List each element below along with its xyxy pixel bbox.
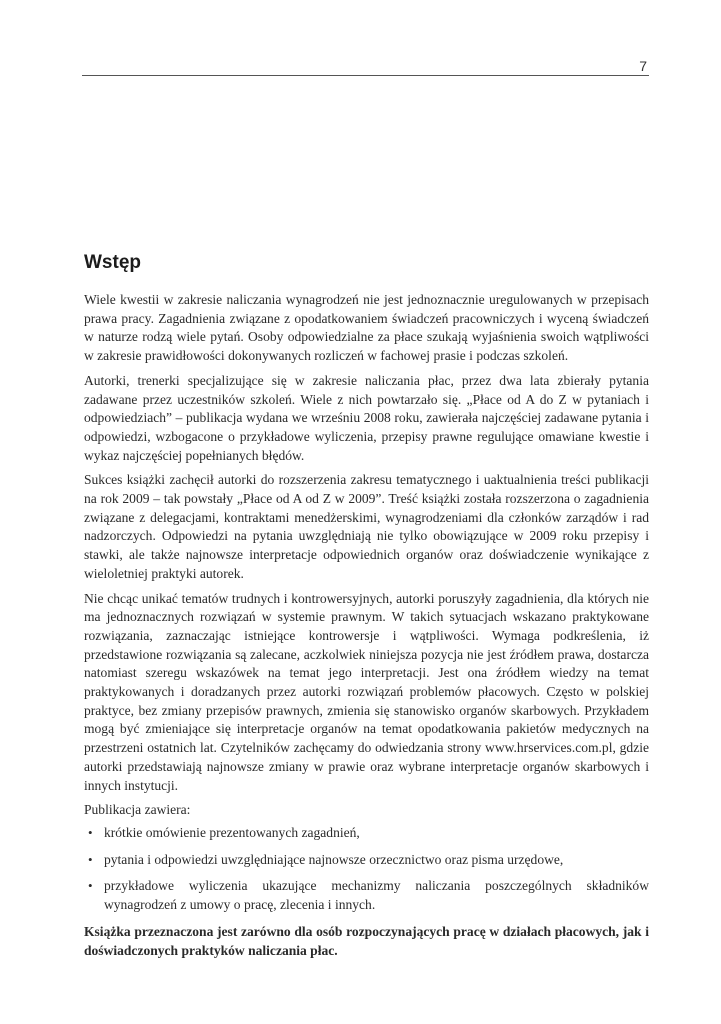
list-item — [84, 824, 649, 843]
paragraph-2: Autorki, trenerki specjalizujące się w zakresie naliczania płac, przez dwa lata zbierały pytania zadawane przez uczestników szkoleń. Wiele z nich powtarzało się. „Płace od A do Z w pytaniach i odpowiedziach” – publikacja wydana we wrześniu 2008 roku, zawierała najczęściej zadawane pytania i odpowiedzi, wzbogacone o przykładowe wyliczenia, przepisy prawne regulujące omawiane kwestie i wykaz najczęściej popełnianych błędów. — [84, 372, 649, 463]
list-item-text: krótkie omówienie prezentowanych zagadnień, — [104, 824, 360, 840]
paragraph-3: Sukces książki zachęcił autorki do rozszerzenia zakresu tematycznego i uaktualnienia treści publikacji na rok 2009 – tak powstały „Płace od A od Z w 2009”. Treść książki została rozszerzona o zagadnienia związane z delegacjami, kontraktami menedżerskimi, wynagrodzeniami dla członków zarządów i rad nadzorczych. Odpowiedzi na pytania uwzględniają nie tylko obowiązujące w 2009 roku przepisy i stawki, ale także najnowsze interpretacje odpowiednich organów oraz doświadczenie wynikające z wieloletniej praktyki autorek. — [84, 472, 649, 581]
section-title: Wstęp — [84, 252, 141, 273]
bullet-icon: • — [88, 878, 93, 894]
paragraph-4: Nie chcąc unikać tematów trudnych i kontrowersyjnych, autorki poruszyły zagadnienia, dla których nie ma jednoznacznych rozwiązań w systemie prawnym. W takich sytuacjach wskazano praktykowane rozwiązania, zaznaczając istniejące kontrowersje i wątpliwości. Wymaga podkreślenia, iż przedstawione rozwiązania są zalecane, aczkolwiek niniejsza pozycja nie jest źródłem prawa, dostarcza natomiast szeregu wskazówek na temat jego interpretacji. Jest ona źródłem wiedzy na temat praktykowanych i doradzanych przez autorki rozwiązań problemów płacowych. Często w polskiej praktyce, bez zmiany przepisów prawnych, zmienia się stanowisko organów skarbowych. Przykładem mogą być zmieniające się interpretacje organów na temat opodatkowania pakietów medycznych na przestrzeni ostatnich lat. Czytelników zachęcamy do odwiedzania strony www.hrservices.com.pl, gdzie autorki przedstawiają najnowsze zmiany w prawie oraz wybrane interpretacje organów skarbowych i innych instytucji. — [84, 590, 649, 793]
list-intro: Publikacja zawiera: — [84, 802, 191, 818]
list-item-text: przykładowe wyliczenia ukazujące mechanizmy naliczania poszczególnych składników wynagrodzeń z umowy o pracę, zlecenia i innych. — [104, 878, 649, 913]
closing-statement: Książka przeznaczona jest zarówno dla osób rozpoczynających pracę w działach płacowych, jak i doświadczonych praktyków naliczania płac. — [84, 923, 649, 958]
list-item — [84, 877, 649, 914]
page-content — [84, 251, 649, 960]
list-item-text: pytania i odpowiedzi uwzględniające najnowsze orzecznictwo oraz pisma urzędowe, — [104, 851, 564, 867]
bullet-list — [84, 824, 649, 915]
paragraph-1: Wiele kwestii w zakresie naliczania wynagrodzeń nie jest jednoznacznie uregulowanych w przepisach prawa pracy. Zagadnienia związane z opodatkowaniem świadczeń pracowniczych i wyceną świadczeń w naturze rodzą wiele pytań. Osoby odpowiedzialne za płace szukają wyjaśnienia swoich wątpliwości w zakresie prawidłowości dokonywanych rozliczeń w fachowej prasie i podczas szkoleń. — [84, 292, 649, 364]
bullet-icon: • — [88, 851, 93, 867]
page-number: 7 — [639, 58, 647, 74]
header-rule — [82, 75, 649, 76]
bullet-icon: • — [88, 824, 93, 840]
list-item — [84, 851, 649, 870]
